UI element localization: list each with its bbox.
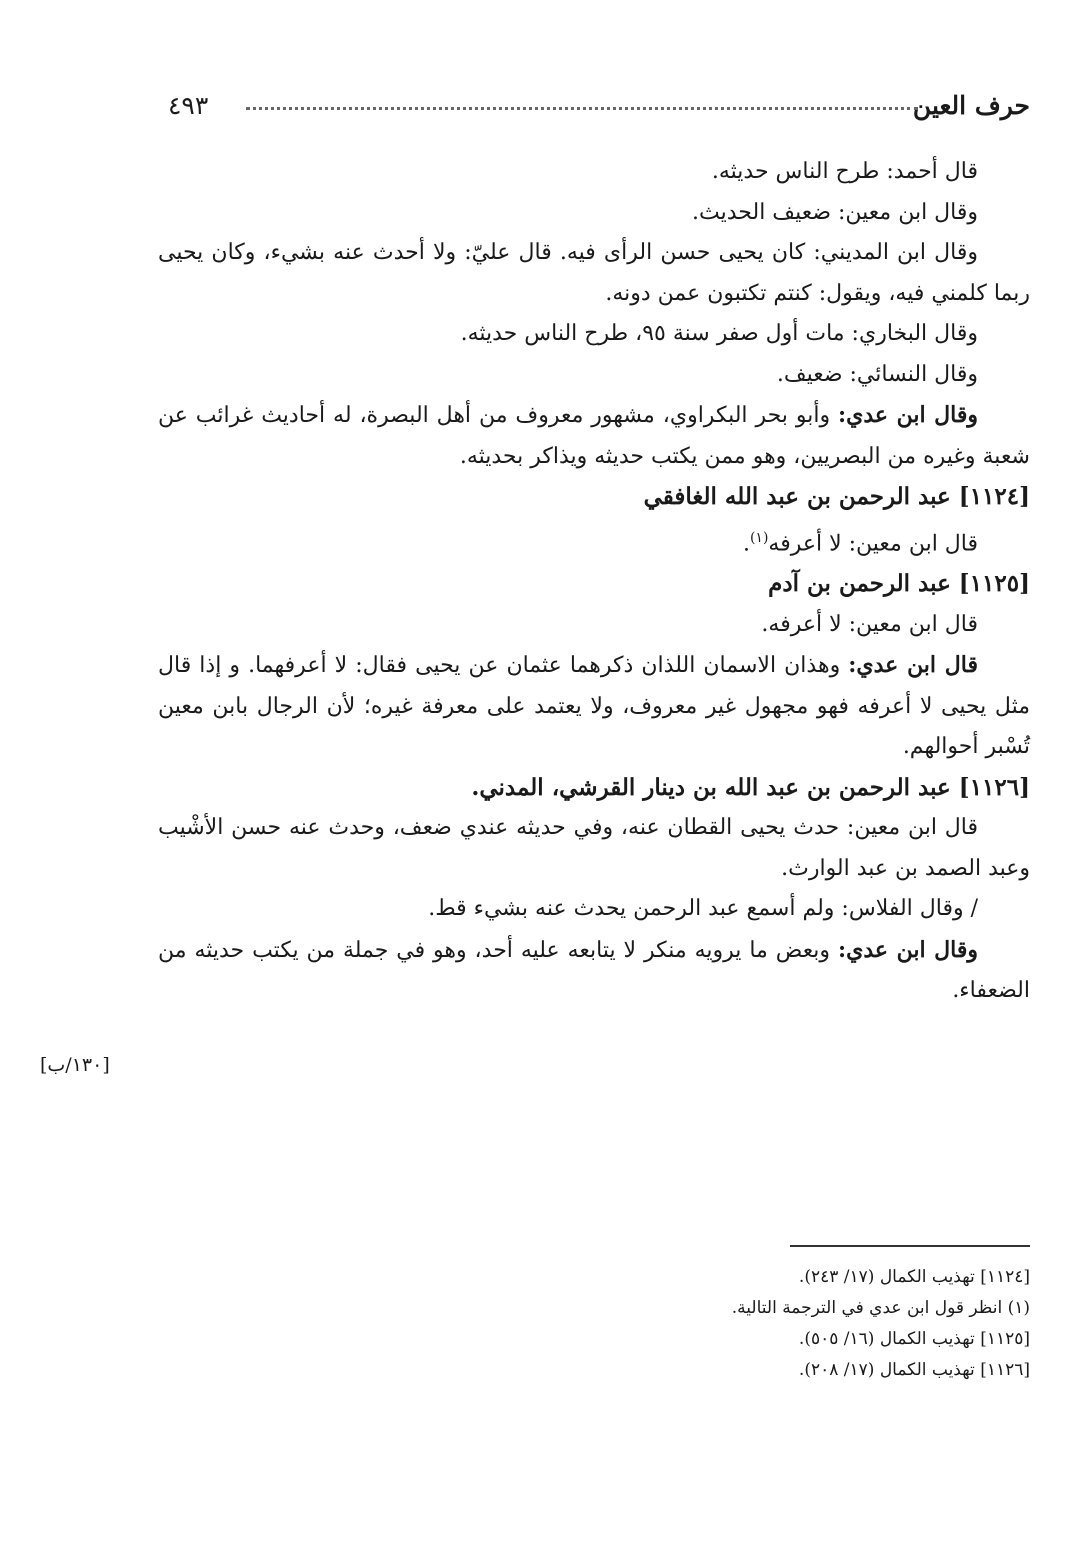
running-header bbox=[168, 86, 1030, 126]
paragraph-text: وبعض ما يرويه منكر لا يتابعه عليه أحد، وهو في جملة من يكتب حديثه من الضعفاء. bbox=[158, 937, 1030, 1004]
main-text bbox=[158, 152, 1030, 1012]
paragraph-text: وهذان الاسمان اللذان ذكرهما عثمان عن يحيى فقال: لا أعرفهما. و إذا قال مثل يحيى لا أعرفه فهو مجهول غير معروف، ولا يعتمد على معرفة غيره؛ لأن الرجال بابن معين تُسْبر أحوالهم. bbox=[158, 653, 1030, 760]
paragraph-ibn-adi-2 bbox=[158, 645, 1030, 768]
paragraph-bukhari: وقال البخاري: مات أول صفر سنة ٩٥، طرح الناس حديثه. bbox=[460, 321, 978, 346]
punctuation: . bbox=[742, 530, 750, 556]
speaker-label: وقال ابن عدي: bbox=[837, 936, 978, 963]
speaker-label: وقال ابن عدي: bbox=[838, 402, 978, 428]
footnote-item: (١) انظر قول ابن عدي في الترجمة التالية. bbox=[731, 1298, 1030, 1318]
page-number: ٤٩٣ bbox=[168, 91, 209, 120]
footnote-item: [١١٢٥] تهذيب الكمال (١٦/ ٥٠٥). bbox=[798, 1329, 1030, 1349]
footnote-item: [١١٢٤] تهذيب الكمال (١٧/ ٢٤٣). bbox=[798, 1267, 1030, 1287]
entry-heading-1126: [١١٢٦] عبد الرحمن بن عبد الله بن دينار القرشي، المدني. bbox=[471, 773, 1030, 801]
entry-heading-1124: [١١٢٤] عبد الرحمن بن عبد الله الغافقي bbox=[643, 483, 1030, 510]
footnote-ref[interactable]: (١) bbox=[749, 529, 769, 546]
footnote-item: [١١٢٦] تهذيب الكمال (١٧/ ٢٠٨). bbox=[798, 1360, 1030, 1380]
paragraph-1124 bbox=[158, 518, 1030, 565]
paragraph-ibn-maeen: وقال ابن معين: ضعيف الحديث. bbox=[692, 199, 978, 225]
footnotes bbox=[400, 1262, 1030, 1386]
paragraph-1126: قال ابن معين: حدث يحيى القطان عنه، وفي حديثه عندي ضعف، وحدث عنه حسن الأشْيب وعبد الصمد بن عبد الوارث. bbox=[158, 815, 1030, 881]
paragraph-ibn-adi-3 bbox=[158, 930, 1030, 1012]
entry-heading-1125: [١١٢٥] عبد الرحمن بن آدم bbox=[768, 570, 1030, 598]
paragraph-nasai: وقال النسائي: ضعيف. bbox=[776, 361, 978, 387]
paragraph-text: وأبو بحر البكراوي، مشهور معروف من أهل البصرة، له أحاديث غرائب عن شعبة وغيره من البصريين، وهو ممن يكتب حديثه ويذاكر بحديثه. bbox=[158, 403, 1030, 469]
paragraph-1125: قال ابن معين: لا أعرفه. bbox=[761, 611, 978, 637]
paragraph-ibn-madini: وقال ابن المديني: كان يحيى حسن الرأى فيه. قال عليّ: ولا أحدث عنه بشيء، وكان يحيى ربما كلمني فيه، ويقول: كنتم تكتبون عمن دونه. bbox=[158, 240, 1030, 306]
paragraph-ibn-adi-1 bbox=[158, 395, 1030, 477]
paragraph-ahmad: قال أحمد: طرح الناس حديثه. bbox=[711, 159, 978, 184]
paragraph-fallas: / وقال الفلاس: ولم أسمع عبد الرحمن يحدث عنه بشيء قط. bbox=[428, 896, 978, 922]
chapter-title: حرف العين bbox=[912, 91, 1030, 120]
manuscript-folio-note: [١٣٠/ب] bbox=[40, 1054, 110, 1076]
header-dotted-rule bbox=[246, 107, 918, 110]
paragraph-text: قال ابن معين: لا أعرفه bbox=[768, 530, 978, 556]
footnote-separator bbox=[790, 1245, 1030, 1247]
speaker-label: قال ابن عدي: bbox=[848, 652, 979, 679]
